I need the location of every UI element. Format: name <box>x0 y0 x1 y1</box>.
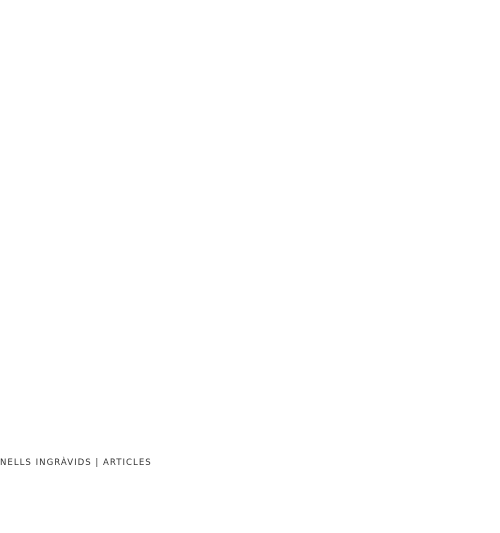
running-footer: NELLS INGRÀVIDS | ARTICLES <box>0 458 152 468</box>
